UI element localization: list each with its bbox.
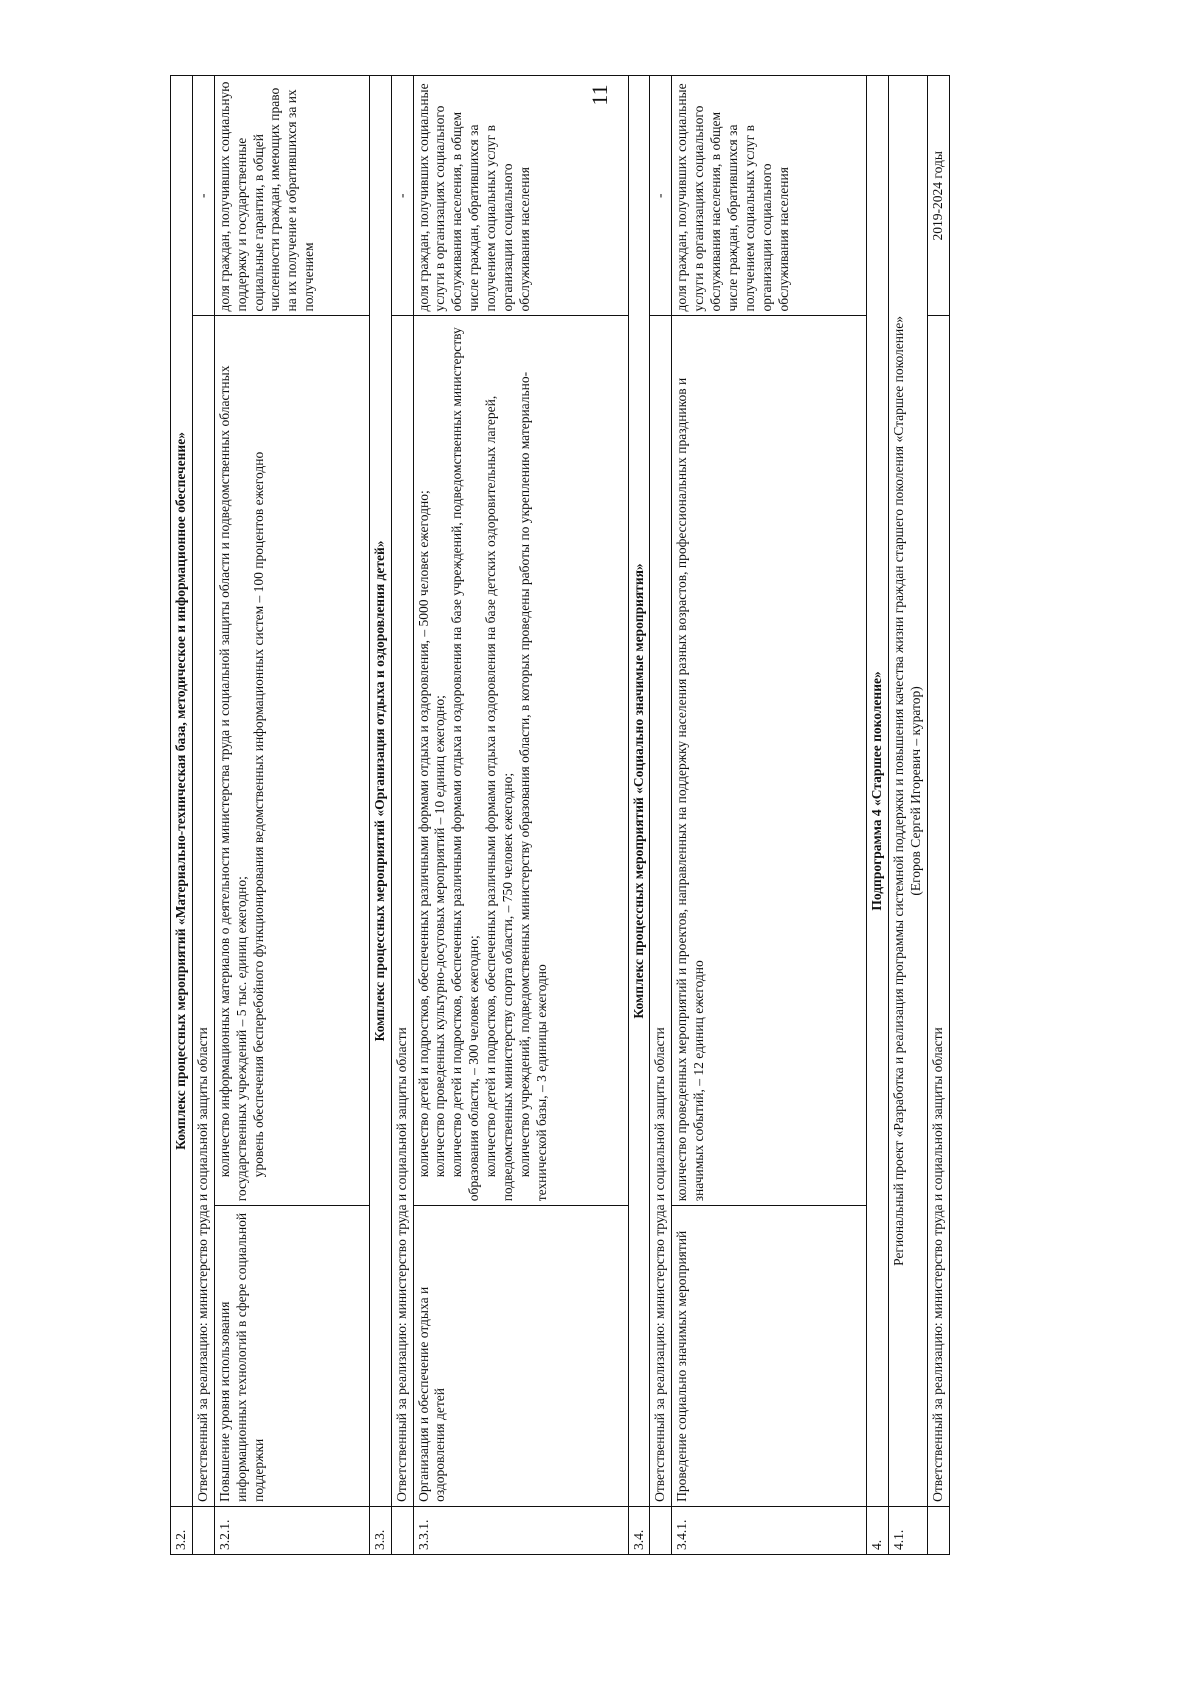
responsible-row	[927, 76, 949, 1555]
indicator-cell: доля граждан, получивших социальные услуги в организациях социального обслуживания населения, в общем числе граждан, обратившихся за получением социальных услуг в организации социального обслуживания населения	[413, 76, 628, 317]
task-cell: Проведение социально значимых мероприятий	[672, 1206, 867, 1507]
result-item: количество детей и подростков, обеспеченных различными формами отдыха и оздоровления, – 5000 человек ежегодно;	[415, 490, 431, 1178]
task-cell: Повышение уровня использования информационных технологий в сфере социальной поддержки	[214, 1206, 369, 1507]
responsible-row	[391, 76, 413, 1555]
dash-cell: -	[391, 76, 413, 317]
section-header-row	[889, 76, 928, 1555]
responsible-text: Ответственный за реализацию: министерство труда и социальной защиты области	[192, 316, 214, 1506]
section-number: 3.3.	[369, 1506, 391, 1554]
responsible-text: Ответственный за реализацию: министерство труда и социальной защиты области	[650, 316, 672, 1506]
row-number: 3.3.1.	[413, 1506, 628, 1554]
responsible-row	[192, 76, 214, 1555]
dash-cell: -	[650, 76, 672, 317]
table-row	[413, 76, 628, 1555]
table-row	[214, 76, 369, 1555]
result-item: количество учреждений, подведомственных министерству образования области, в которых проведены работы по укреплению материально-технической базы, – 3 единицы ежегодно	[516, 371, 549, 1202]
project-curator: (Егоров Сергей Игоревич – куратор)	[908, 686, 923, 896]
section-header-row	[867, 76, 889, 1555]
indicator-cell: доля граждан, получивших социальные услуги в организациях социального обслуживания населения, в общем числе граждан, обратившихся за получением социальных услуг в организации социального обслуживания населения	[672, 76, 867, 317]
result-item: уровень обеспечения бесперебойного функционирования ведомственных информационных систем – 100 процентов ежегодно	[250, 451, 266, 1178]
program-structure-table	[170, 75, 950, 1555]
project-title: Региональный проект «Разработка и реализация программы системной поддержки и повышения качества жизни граждан старшего поколения «Старшее поколение»	[891, 316, 907, 1266]
results-cell	[413, 316, 628, 1206]
result-item: количество детей и подростков, обеспеченных различными формами отдыха и оздоровления на базе детских оздоровительных лагерей, подведомственных министерству спорта области, – 750 человек ежегодно;	[483, 395, 515, 1202]
rotated-table-container	[170, 75, 1050, 1555]
section-number: 4.1.	[889, 1506, 928, 1554]
period-cell: 2019-2024 годы	[927, 76, 949, 317]
section-title: Подпрограмма 4 «Старшее поколение»	[867, 76, 889, 1507]
result-item: количество проведенных мероприятий и проектов, направленных на поддержку населения разных возрастов, профессиональных праздников и значимых событий, – 12 единиц ежегодно	[674, 377, 707, 1202]
section-title: Комплекс процессных мероприятий «Социально значимые мероприятия»	[628, 76, 650, 1507]
section-number: 3.2.	[171, 1506, 193, 1554]
dash-cell: -	[192, 76, 214, 317]
result-item: количество информационных материалов о деятельности министерства труда и социальной защиты области и подведомственных областных государственных учреждений – 5 тыс. единиц ежегодно;	[216, 365, 249, 1202]
table-row	[672, 76, 867, 1555]
responsible-text: Ответственный за реализацию: министерство труда и социальной защиты области	[391, 316, 413, 1506]
row-number: 3.4.1.	[672, 1506, 867, 1554]
section-number: 4.	[867, 1506, 889, 1554]
indicator-cell: доля граждан, получивших социальную поддержку и государственные социальные гарантии, в общей численности граждан, имеющих право на их получение и обратившихся за их получением	[214, 76, 369, 317]
results-cell	[672, 316, 867, 1206]
result-item: количество проведенных культурно-досуговых мероприятий – 10 единиц ежегодно;	[432, 695, 448, 1178]
section-header-row	[628, 76, 650, 1555]
results-cell	[214, 316, 369, 1206]
section-header-row	[369, 76, 391, 1555]
row-number: 3.2.1.	[214, 1506, 369, 1554]
section-title: Комплекс процессных мероприятий «Материально-техническая база, методическое и информационное обеспечение»	[171, 76, 193, 1507]
project-title-cell	[889, 76, 928, 1507]
section-title: Комплекс процессных мероприятий «Организация отдыха и оздоровления детей»	[369, 76, 391, 1507]
section-header-row	[171, 76, 193, 1555]
page-number: 11	[587, 84, 612, 106]
responsible-row	[650, 76, 672, 1555]
section-number: 3.4.	[628, 1506, 650, 1554]
result-item: количество детей и подростков, обеспеченных различными формами отдыха и оздоровления на базе учреждений, подведомственных министерству образования области, – 300 человек ежегодно;	[449, 327, 482, 1202]
responsible-text: Ответственный за реализацию: министерство труда и социальной защиты области	[927, 316, 949, 1506]
task-cell: Организация и обеспечение отдыха и оздоровления детей	[413, 1206, 628, 1507]
